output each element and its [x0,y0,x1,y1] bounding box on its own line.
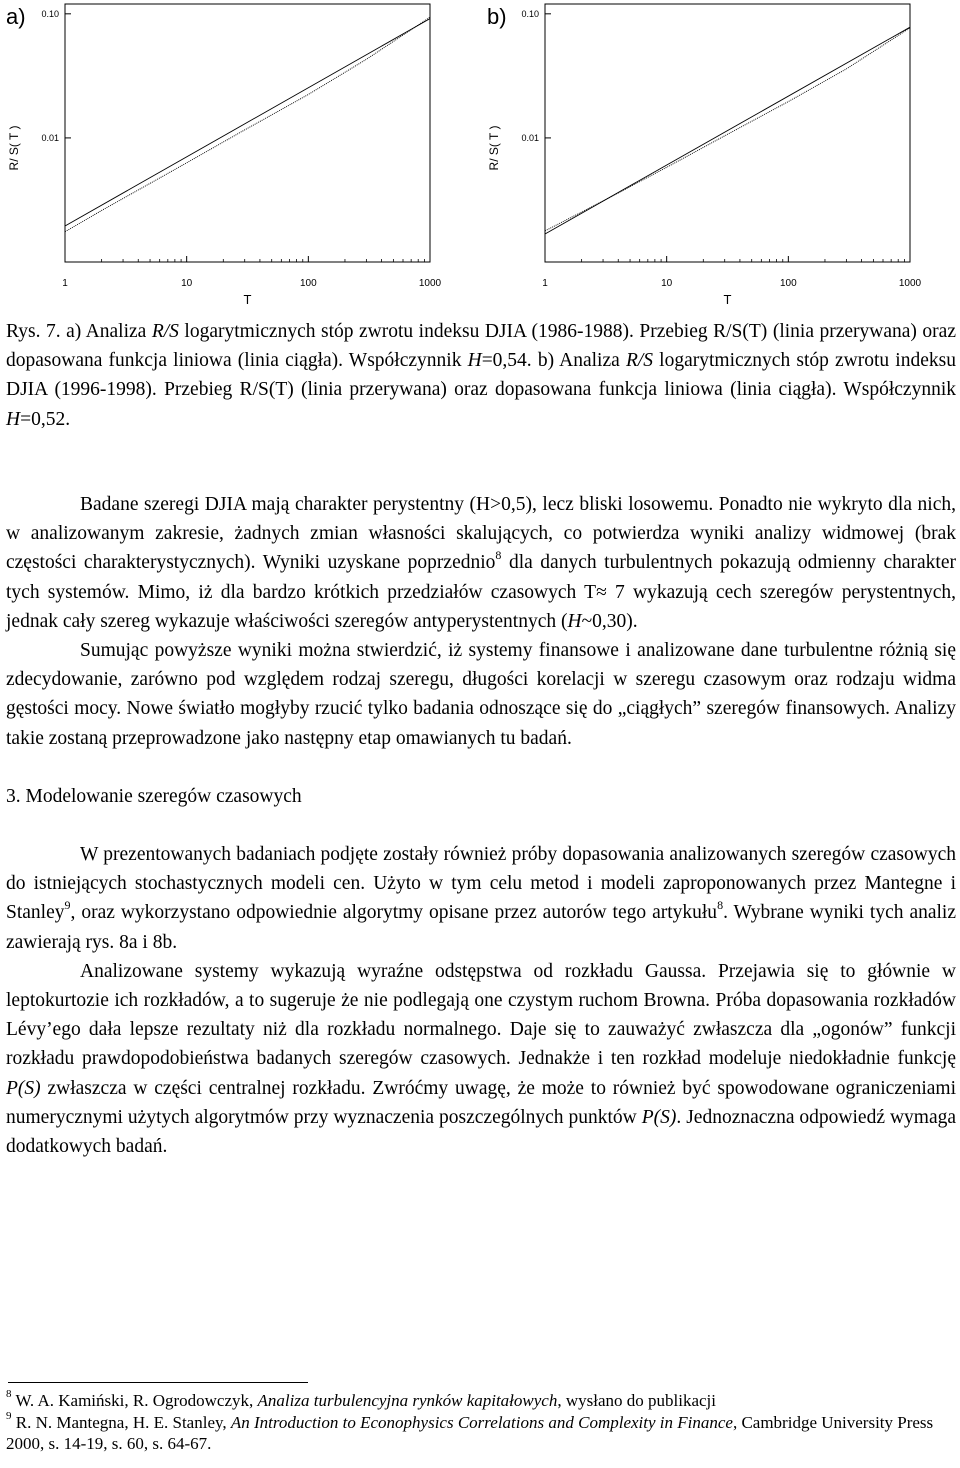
x-axis-label: T [723,292,732,307]
y-tick-label: 0.01 [521,132,539,143]
paragraph-1: Badane szeregi DJIA mają charakter perystentny (H>0,5), lecz bliski losowemu. Ponadto nie wykryto dla nich, w analizowanym zakresie, żadnych zmian własności skalujących, co potwierdza wyniki analizy widmowej (brak częstości charakterystycznych). Wyniki uzyskane poprzednio$^8$ dla danych turbulentnych pokazują odmienny charakter tych systemów. Mimo, iż dla bardzo krótkich przedziałów czasowych T≈ 7 wykazują cech szeregów perystentnych, jednak cały szereg wykazuje właściwości szeregów antyperystentnych (H~0,30). [6,494,956,632]
figure-caption: Rys. 7. a) Analiza R/S logarytmicznych stóp zwrotu indeksu DJIA (1986-1988). Przebieg R/S(T) (linia przerywana) oraz dopasowana funkcja liniowa (linia ciągła). Współczynnik H=0,54. b) Analiza R/S logarytmicznych stóp zwrotu indeksu DJIA (1996-1998). Przebieg R/S(T) (linia przerywana) oraz dopasowana funkcja liniowa (linia ciągła). Współczynnik H=0,52. [6,321,956,430]
plot-frame [65,4,430,262]
x-tick-label: 10 [181,278,193,289]
footnotes [6,1390,956,1455]
y-tick-label: 0.01 [41,132,59,143]
x-tick-label: 100 [779,278,797,289]
footnote-9: $^9$ R. N. Mantegna, H. E. Stanley, An Introduction to Econophysics Correlations and Complexity in Finance, Cambridge University Press 2000, s. 14-19, s. 60, s. 64-67. [6,1409,934,1453]
y-axis-label: R/ S( T ) [487,125,501,171]
footnote-rule [8,1382,308,1383]
body-text [6,490,956,1161]
series-fit-line [65,19,430,226]
spacer [6,811,956,840]
y-tick-label: 0.10 [521,8,539,19]
panel-label-b: b) [487,4,507,29]
paragraph-3: W prezentowanych badaniach podjęte zostały również próby dopasowania analizowanych szeregów czasowych do istniejących stochastycznych modeli cen. Użyto w tym celu metod i modeli zaproponowanych przez Mantegne i Stanley$^9$, oraz wykorzystano odpowiednie algorytmy opisane przez autorów tego artykułu$^8$. Wybrane wyniki tych analiz zawierają rys. 8a i 8b. [6,844,956,953]
paragraph-4: Analizowane systemy wykazują wyraźne odstępstwa od rozkładu Gaussa. Przejawia się to głównie w leptokurtozie ich rozkładów, a to sugeruje że nie podlegają one czystym ruchom Browna. Próba dopasowania rozkładów Lévy’ego dała lepsze rezultaty niż dla rozkładu normalnego. Daje się to zauważyć zwłaszcza dla „ogonów” funkcji rozkładu prawdopodobieństwa badanych szeregów czasowych. Jednakże i ten rozkład modeluje niedokładnie funkcję P(S) zwłaszcza w części centralnej rozkładu. Zwróćmy uwagę, że może to również być spowodowane ograniczeniami numerycznymi użytych algorytmów przy wyznaczenia poszczególnych punktów P(S). Jednoznaczna odpowiedź wymaga dodatkowych badań. [6,960,956,1158]
y-tick-label: 0.10 [41,8,59,19]
footnote-8: $^8$ W. A. Kamiński, R. Ogrodowczyk, Analiza turbulencyjna rynków kapitałowych, wysłano do publikacji [6,1388,716,1410]
x-tick-label: 10 [661,278,673,289]
plot-frame [545,4,910,262]
spacer [6,753,956,782]
x-tick-label: 100 [299,278,317,289]
x-axis-label: T [243,292,252,307]
chart-a-svg [0,0,480,310]
series-fit-line [545,27,910,234]
section-title: 3. Modelowanie szeregów czasowych [6,785,302,807]
chart-b [480,0,960,310]
x-tick-label: 1000 [418,278,442,289]
y-axis-label: R/ S( T ) [7,125,21,171]
x-tick-label: 1000 [898,278,922,289]
chart-a [0,0,480,310]
x-tick-label: 1 [542,278,548,289]
panel-label-a: a) [6,4,26,29]
chart-b-svg [480,0,960,310]
paragraph-2: Sumując powyższe wyniki można stwierdzić, iż systemy finansowe i analizowane dane turbulentne różnią się zdecydowanie, zarówno pod względem rodzaj szeregu, długości korelacji w szeregu czasowym oraz rodzaju widma gęstości mocy. Nowe światło mogłyby rzucić tylko badania odnoszące się do „ciągłych” szeregów finansowych. Analizy takie zostaną przeprowadzone jako następny etap omawianych tu badań. [6,640,956,749]
x-tick-label: 1 [62,278,68,289]
